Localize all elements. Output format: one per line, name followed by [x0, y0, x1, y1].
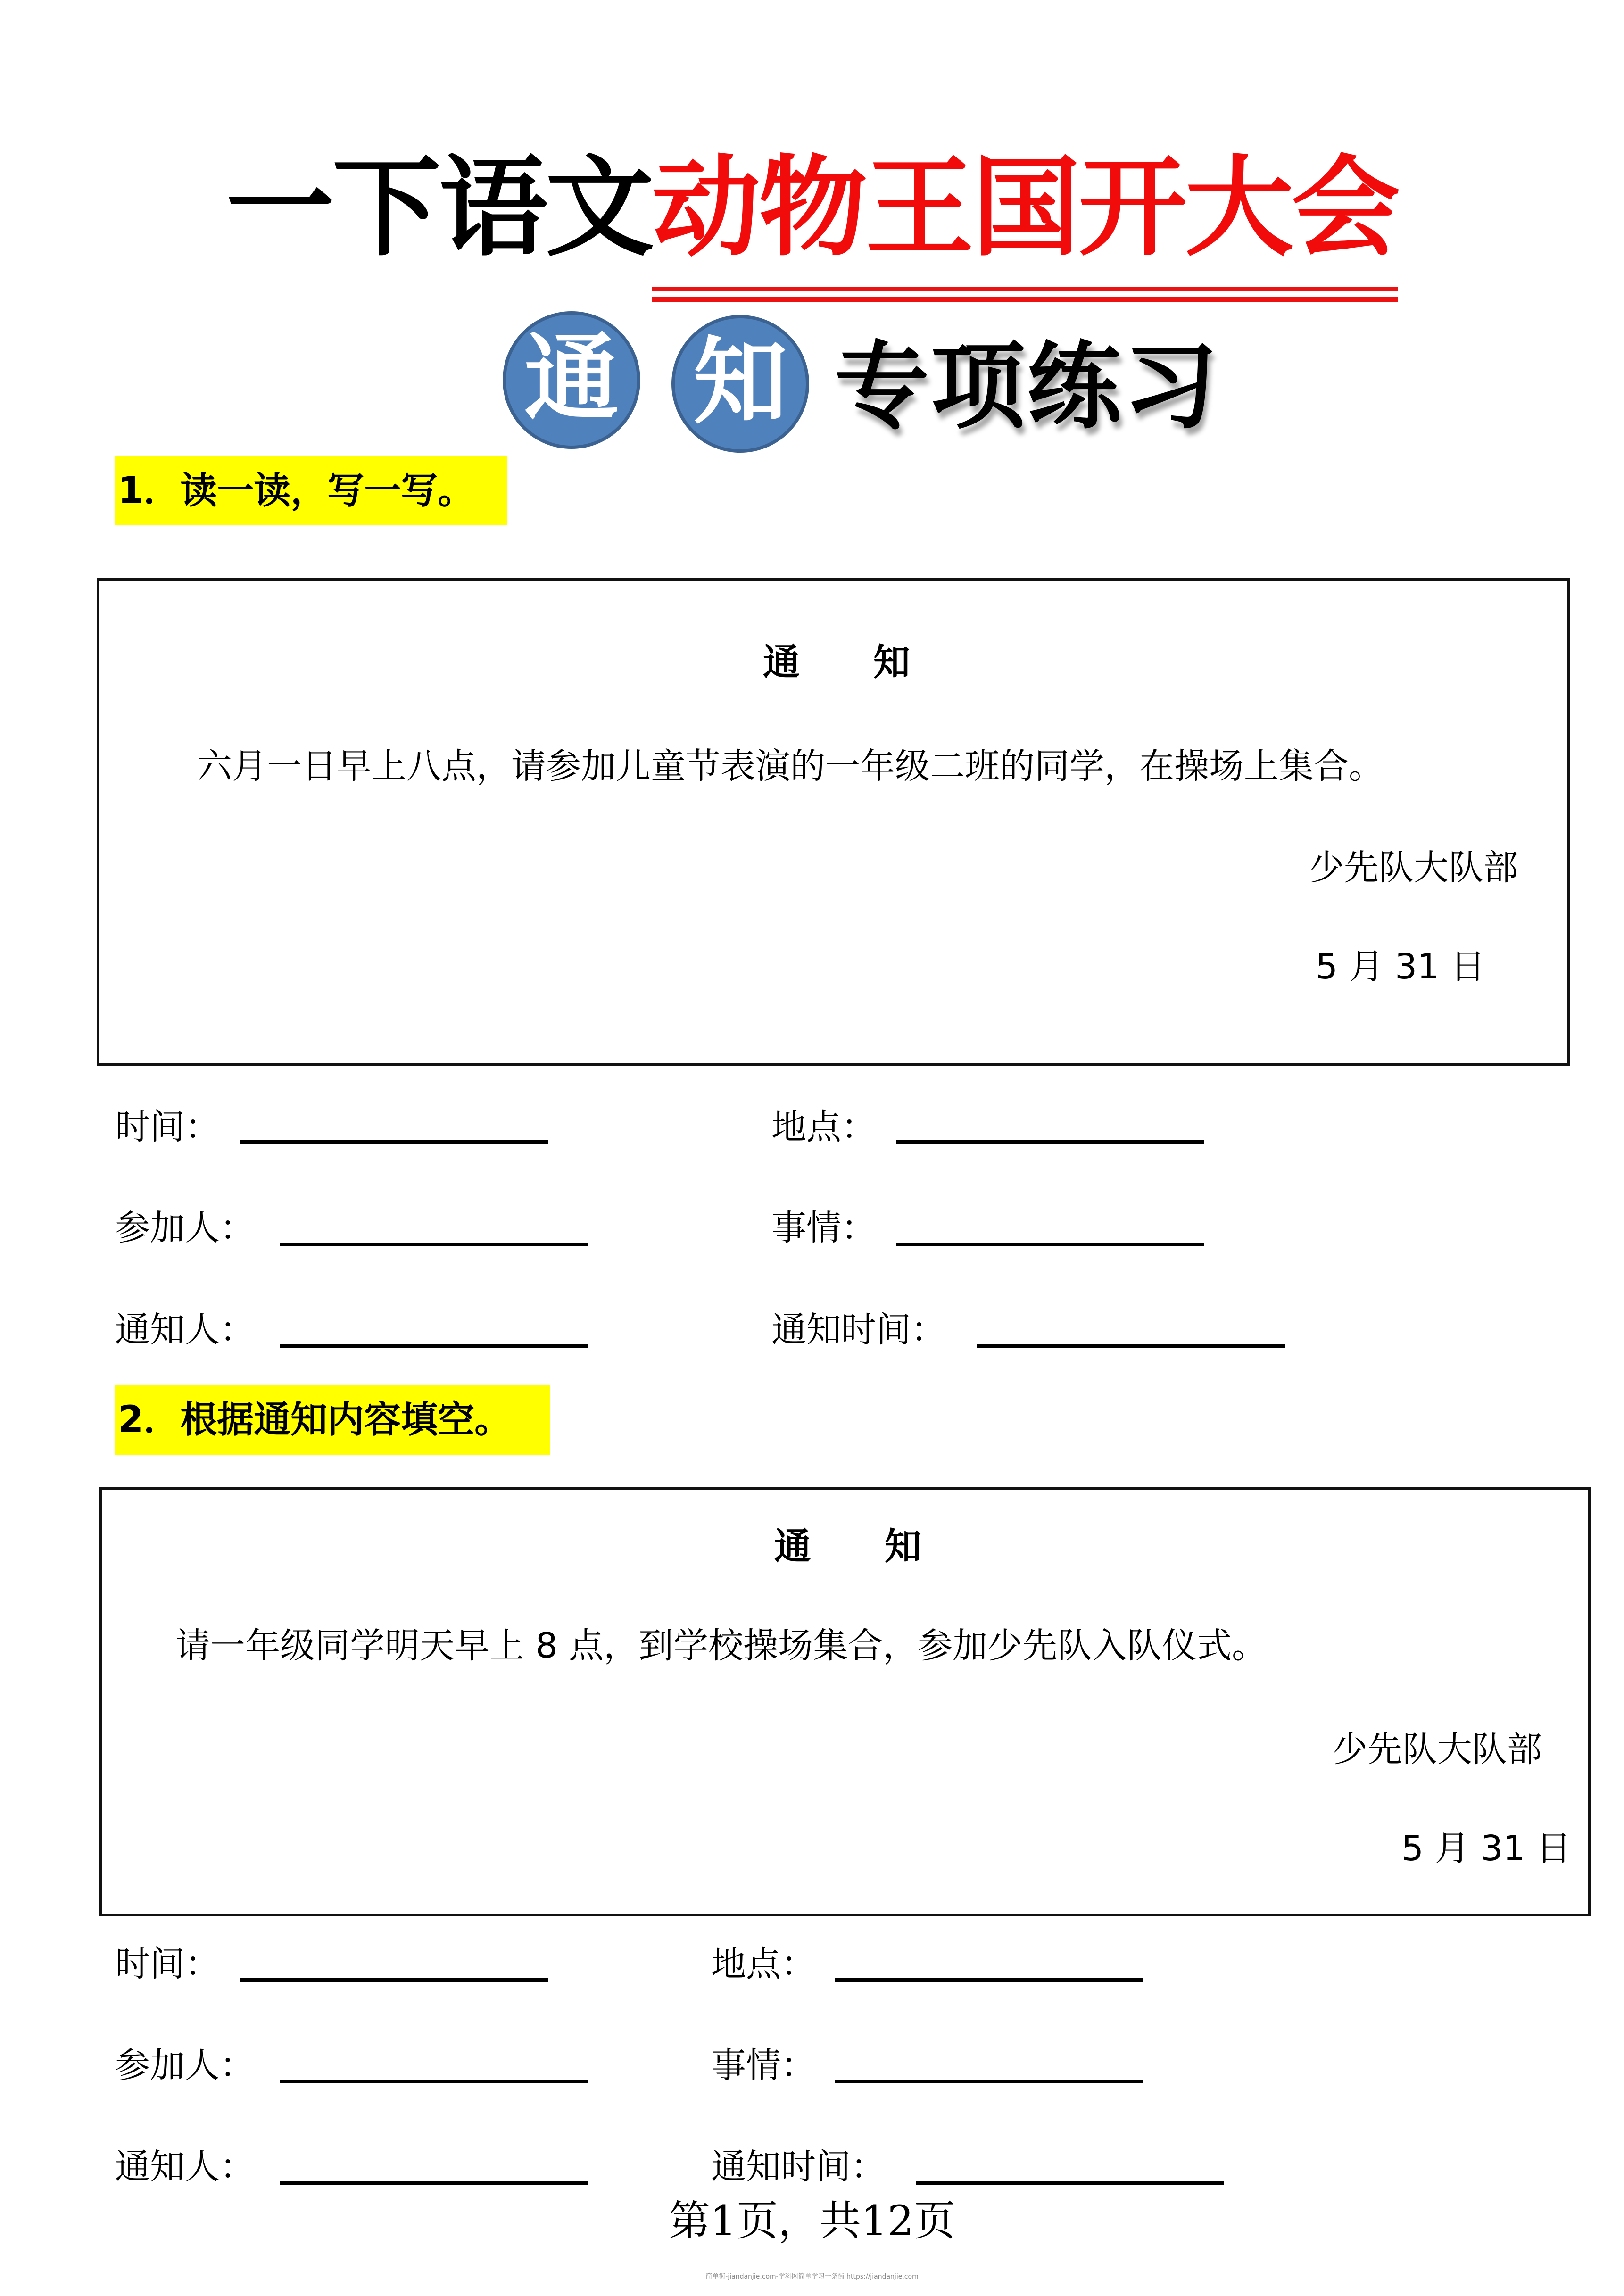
s1-field-place-label: 地点：: [771, 1107, 876, 1147]
section1-notice-sender: 少先队大队部: [1309, 847, 1518, 888]
s2-field-participants-blank[interactable]: [280, 2080, 588, 2083]
s2-field-notice-time-blank[interactable]: [916, 2181, 1224, 2185]
watermark: 简单街-jiandanjie.com-学科网简单学习一条街 https://jiandanjie.com: [705, 2273, 919, 2280]
s2-field-notifier-blank[interactable]: [280, 2181, 588, 2185]
section2-notice-body: 请一年级同学明天早上 8 点，到学校操场集合，参加少先队入队仪式。: [175, 1625, 1267, 1666]
title-lesson-name: 动物王国开大会: [652, 144, 1399, 271]
page-title: [0, 146, 1624, 269]
subtitle-text: 专项练习: [835, 331, 1220, 442]
s1-field-notice-time-label: 通知时间：: [771, 1310, 946, 1350]
section1-notice-title: 通 知: [763, 641, 911, 684]
s2-field-participants-label: 参加人：: [115, 2045, 255, 2086]
s1-field-notice-time-blank[interactable]: [977, 1344, 1285, 1348]
s2-field-matter-blank[interactable]: [835, 2080, 1143, 2083]
s1-field-participants-label: 参加人：: [115, 1208, 255, 1248]
title-grade-subject: 一下语文: [225, 144, 652, 271]
section1-notice-body: 六月一日早上八点，请参加儿童节表演的一年级二班的同学，在操场上集合。: [197, 746, 1384, 787]
s2-field-time-label: 时间：: [115, 1944, 220, 1984]
s1-field-participants-blank[interactable]: [280, 1243, 588, 1246]
s1-field-place-blank[interactable]: [896, 1140, 1204, 1144]
s2-field-matter-label: 事情：: [711, 2045, 816, 2086]
subtitle-circle-2: 知: [671, 315, 809, 453]
s2-field-place-blank[interactable]: [835, 1978, 1143, 1982]
section2-notice-sender: 少先队大队部: [1333, 1729, 1542, 1770]
s2-field-time-blank[interactable]: [240, 1978, 548, 1982]
section1-heading: 1．读一读，写一写。: [115, 456, 507, 525]
s2-field-place-label: 地点：: [711, 1944, 816, 1984]
s2-field-notifier-label: 通知人：: [115, 2147, 255, 2187]
s1-field-matter-blank[interactable]: [896, 1243, 1204, 1246]
s1-field-notifier-blank[interactable]: [280, 1344, 588, 1348]
section2-notice-date: 5 月 31 日: [1401, 1828, 1571, 1869]
section2-notice-title: 通 知: [774, 1525, 922, 1568]
section1-notice-date: 5 月 31 日: [1316, 946, 1485, 987]
section2-heading: 2．根据通知内容填空。: [115, 1385, 550, 1455]
s1-field-time-label: 时间：: [115, 1107, 220, 1147]
s1-field-matter-label: 事情：: [771, 1208, 876, 1248]
subtitle-circle-1: 通: [503, 311, 640, 449]
page-number: 第1页，共12页: [669, 2197, 955, 2245]
s1-field-time-blank[interactable]: [240, 1140, 548, 1144]
s2-field-notice-time-label: 通知时间：: [711, 2147, 886, 2187]
s1-field-notifier-label: 通知人：: [115, 1310, 255, 1350]
